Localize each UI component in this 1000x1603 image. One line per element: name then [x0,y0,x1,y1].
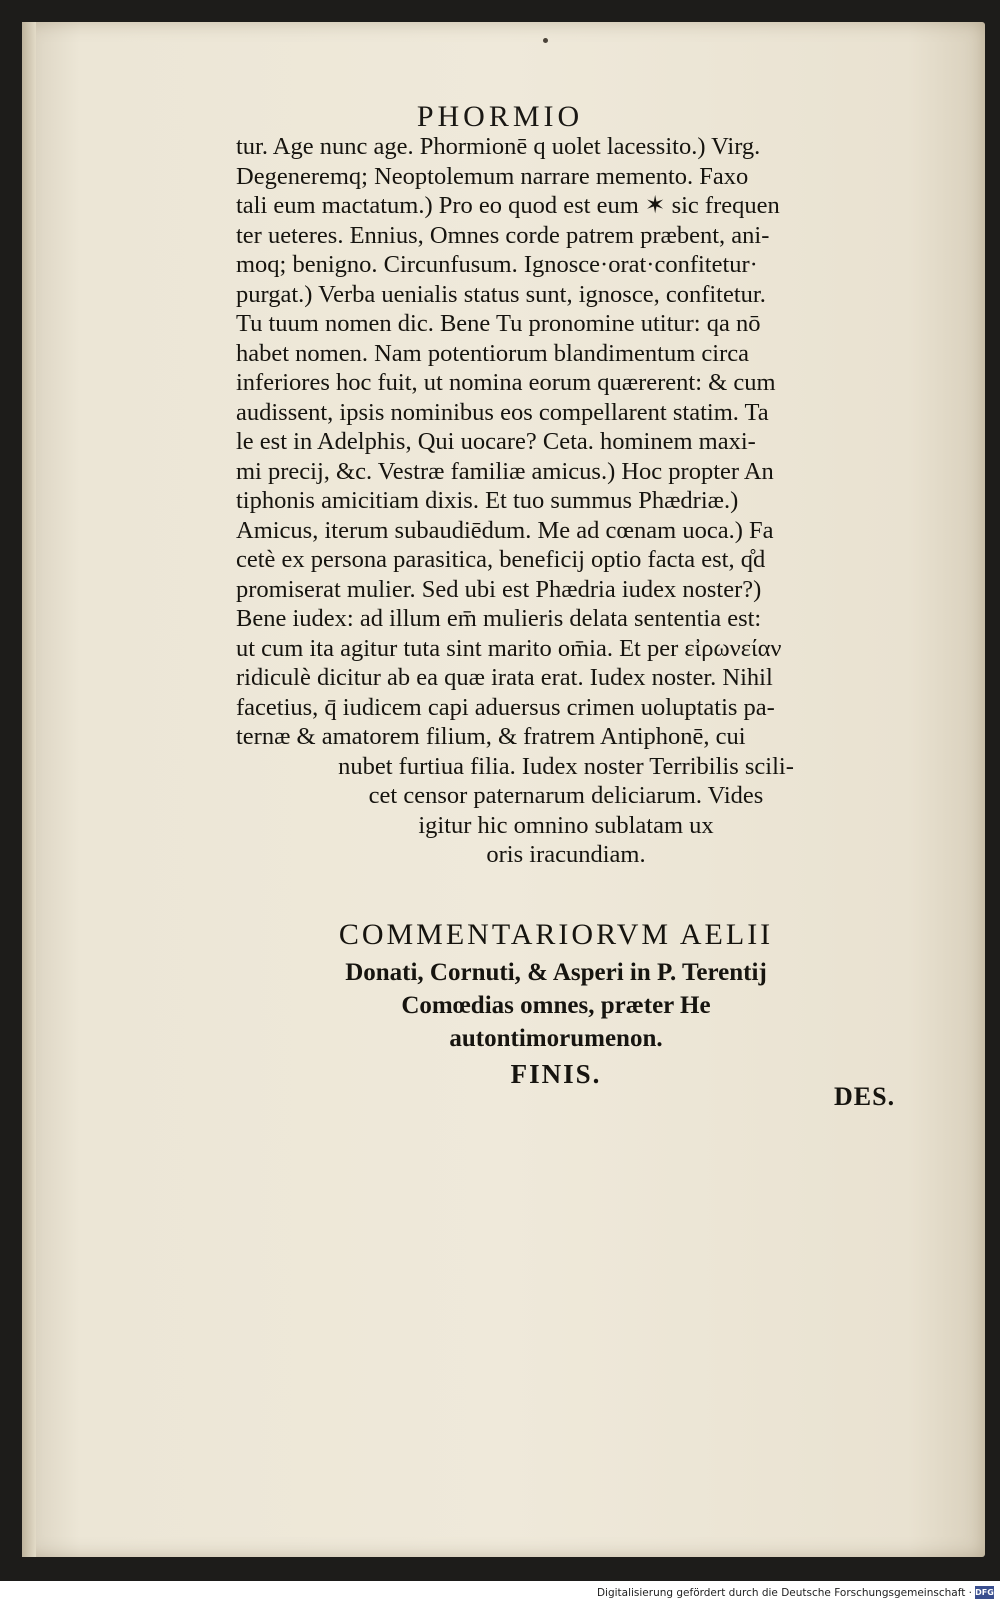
text-line: cet censor paternarum deliciarum. Vides [368,782,764,809]
paper-speck [543,38,548,43]
text-line: Amicus, iterum subaudiēdum. Me ad cœnam uoca.) Fa [236,516,774,544]
text-line: mi precij, &c. Vestræ familiæ amicus.) Hoc propter An [236,457,774,485]
colophon-line: autontimorumenon. [449,1025,663,1052]
text-line: promiserat mulier. Sed ubi est Phædria iudex noster?) [236,575,762,603]
catchword: DES. [834,1082,896,1111]
text-line: purgat.) Verba uenialis status sunt, ignosce, confitetur. [236,280,766,308]
text-line: ternæ & amatorem filium, & fratrem Antiphonē, cui [236,723,746,750]
text-line: audissent, ipsis nominibus eos compellarent statim. Ta [236,398,769,426]
colophon-title: COMMENTARIORVM AELII [338,918,774,951]
text-line: ut cum ita agitur tuta sint marito om̄ia. Et per εἰρωνείαν [236,634,782,662]
text-line: ter ueteres. Ennius, Omnes corde patrem præbent, ani- [236,221,770,249]
running-head: PHORMIO [416,100,584,133]
commentary-text [236,132,936,870]
text-line: oris iracundiam. [486,841,646,868]
text-line: habet nomen. Nam potentiorum blandimentum circa [236,339,749,367]
colophon [0,914,1000,1093]
digitization-footer [0,1581,1000,1603]
text-line: ridiculè dicitur ab ea quæ irata erat. Iudex noster. Nihil [236,664,773,691]
text-line: tali eum mactatum.) Pro eo quod est eum ✶ sic frequen [236,192,780,219]
dfg-logo-icon: DFG [975,1588,994,1597]
text-line: tiphonis amicitiam dixis. Et tuo summus Phædriæ.) [236,487,739,514]
text-line: Tu tuum nomen dic. Bene Tu pronomine utitur: qa nō [236,310,761,337]
text-line: facetius, q̄ iudicem capi aduersus crimen uoluptatis pa- [236,693,775,721]
page-spine-edge [22,22,36,1557]
text-line: cetè ex persona parasitica, beneficij optio facta est, q̊d [236,546,766,573]
text-line: inferiores hoc fuit, ut nomina eorum quærerent: & cum [236,369,776,396]
text-line: igitur hic omnino sublatam ux [418,811,714,839]
text-line: moq; benigno. Circunfusum. Ignosce·orat·confitetur· [236,251,758,278]
text-line: nubet furtiua filia. Iudex noster Terribilis scili- [338,752,794,780]
text-line: Degeneremq; Neoptolemum narrare memento. Faxo [236,162,749,190]
colophon-line: Donati, Cornuti, & Asperi in P. Terentij [345,959,767,986]
text-line: Bene iudex: ad illum em̄ mulieris delata sententia est: [236,605,762,632]
footer-credit: Digitalisierung gefördert durch die Deutsche Forschungsgemeinschaft · [596,1587,972,1599]
text-line: tur. Age nunc age. Phormionē q uolet lacessito.) Virg. [236,133,761,160]
colophon-line: Comœdias omnes, præter He [401,992,711,1019]
text-line: le est in Adelphis, Qui uocare? Ceta. hominem maxi- [236,428,756,455]
finis-mark: FINIS. [510,1059,602,1089]
